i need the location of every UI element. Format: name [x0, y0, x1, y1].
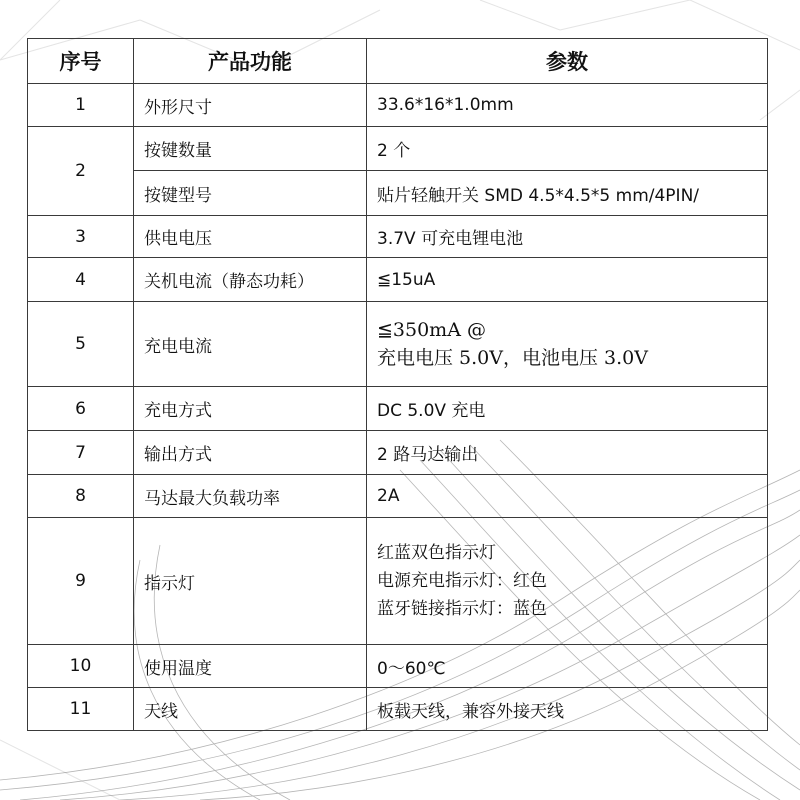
row-number: 11	[28, 688, 134, 731]
row-number: 7	[28, 431, 134, 475]
row-function: 外形尺寸	[134, 84, 367, 127]
row-param: 2A	[367, 475, 768, 518]
row-function: 充电方式	[134, 387, 367, 431]
table-row	[28, 302, 768, 387]
row-function: 充电电流	[134, 302, 367, 387]
row-function: 按键数量	[134, 127, 367, 171]
table-row	[28, 216, 768, 258]
row-number: 10	[28, 645, 134, 688]
table-row	[28, 645, 768, 688]
row-function: 输出方式	[134, 431, 367, 475]
header-no: 序号	[28, 39, 134, 84]
row-function: 使用温度	[134, 645, 367, 688]
row-function: 马达最大负载功率	[134, 475, 367, 518]
table-row	[28, 84, 768, 127]
param-line: 蓝牙链接指示灯：蓝色	[377, 599, 547, 619]
row-number: 6	[28, 387, 134, 431]
header-row	[28, 39, 768, 84]
row-function: 天线	[134, 688, 367, 731]
table-row	[28, 688, 768, 731]
row-function: 指示灯	[134, 518, 367, 645]
table-row	[28, 171, 768, 216]
row-number: 3	[28, 216, 134, 258]
row-param: 3.7V 可充电锂电池	[367, 216, 768, 258]
row-number: 4	[28, 258, 134, 302]
row-number: 8	[28, 475, 134, 518]
row-param: 2 个	[367, 127, 768, 171]
table-row	[28, 127, 768, 171]
row-param	[367, 518, 768, 645]
table-row	[28, 475, 768, 518]
row-number: 5	[28, 302, 134, 387]
param-line: ≦350mA @	[377, 319, 486, 341]
table-row	[28, 387, 768, 431]
row-param: 33.6*16*1.0mm	[367, 84, 768, 127]
param-line: 红蓝双色指示灯	[377, 543, 496, 563]
table-row	[28, 258, 768, 302]
row-param: 0～60℃	[367, 645, 768, 688]
row-param: DC 5.0V 充电	[367, 387, 768, 431]
row-param: 2 路马达输出	[367, 431, 768, 475]
row-number: 1	[28, 84, 134, 127]
table-row	[28, 518, 768, 645]
table-row	[28, 431, 768, 475]
row-param: 贴片轻触开关 SMD 4.5*4.5*5 mm/4PIN/	[367, 171, 768, 216]
row-number: 2	[28, 127, 134, 216]
row-param	[367, 302, 768, 387]
row-function: 供电电压	[134, 216, 367, 258]
param-line: 充电电压 5.0V，电池电压 3.0V	[377, 347, 648, 369]
row-param: 板载天线，兼容外接天线	[367, 688, 768, 731]
row-function: 按键型号	[134, 171, 367, 216]
header-function: 产品功能	[134, 39, 367, 84]
row-number: 9	[28, 518, 134, 645]
spec-table	[27, 38, 768, 731]
row-param: ≦15uA	[367, 258, 768, 302]
row-function: 关机电流（静态功耗）	[134, 258, 367, 302]
param-line: 电源充电指示灯：红色	[377, 571, 547, 591]
header-param: 参数	[367, 39, 768, 84]
